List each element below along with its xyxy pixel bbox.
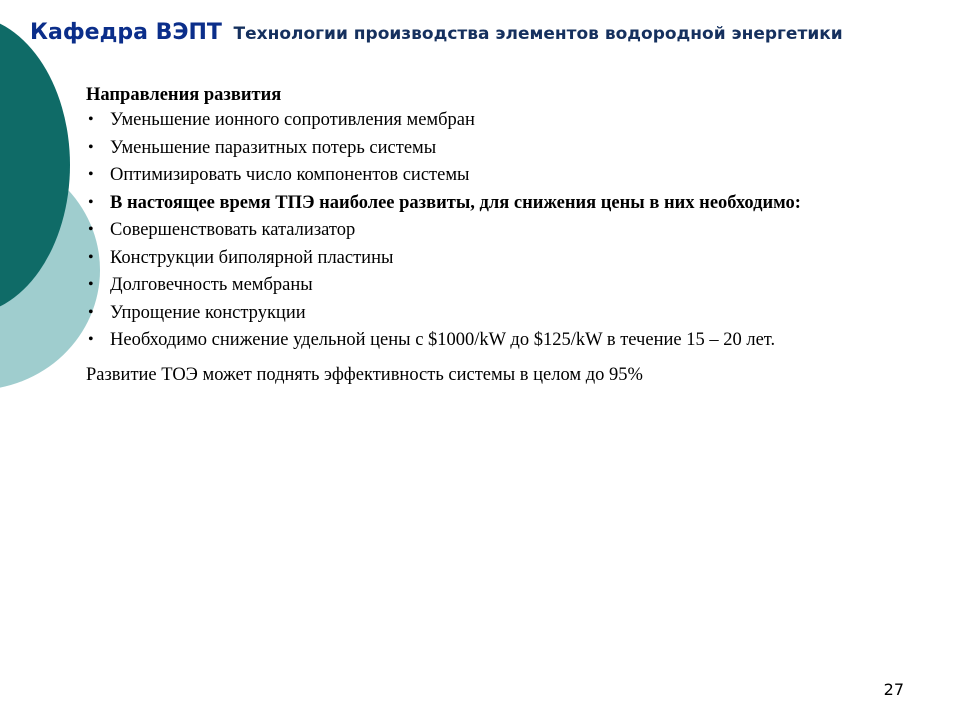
bullet-item <box>86 162 946 190</box>
bullet-text: Уменьшение ионного сопротивления мембран <box>110 110 475 130</box>
bullet-item <box>86 327 946 355</box>
slide-header <box>30 20 950 45</box>
bullet-dot-icon: • <box>88 221 94 238</box>
page-number: 27 <box>883 680 904 699</box>
bullet-text: Долговечность мембраны <box>110 275 313 295</box>
bullet-item <box>86 217 946 245</box>
bullet-dot-icon: • <box>88 276 94 293</box>
slide-content <box>86 83 946 387</box>
bullet-item <box>86 190 946 218</box>
bullet-text: Совершенствовать катализатор <box>110 220 356 240</box>
bullet-dot-icon: • <box>88 138 94 156</box>
bullet-item <box>86 300 946 328</box>
conclusion-text: Развитие ТОЭ может поднять эффективность системы в целом до 95% <box>86 364 643 385</box>
bullet-text: Уменьшение паразитных потерь системы <box>110 137 437 158</box>
bullet-text: Конструкции биполярной пластины <box>110 247 394 268</box>
bullet-dot-icon: • <box>88 303 94 321</box>
bullet-item <box>86 272 946 300</box>
bullet-dot-icon: • <box>88 166 94 183</box>
department-title: Кафедра ВЭПТ <box>30 20 222 45</box>
topic-title: Технологии производства элементов водородной энергетики <box>233 24 843 44</box>
bullet-item <box>86 135 946 163</box>
bullet-dot-icon: • <box>88 248 94 266</box>
bullet-dot-icon: • <box>88 193 94 211</box>
bullet-dot-icon: • <box>88 111 94 128</box>
bullet-item <box>86 245 946 273</box>
bullet-dot-icon: • <box>88 331 94 348</box>
bullet-item <box>86 107 946 135</box>
bullet-text: Упрощение конструкции <box>110 302 306 323</box>
bullet-text: Необходимо снижение удельной цены с $1000/kW до $125/kW в течение 15 – 20 лет. <box>110 330 776 350</box>
section-heading: Направления развития <box>86 85 282 105</box>
bullet-text: В настоящее время ТПЭ наиболее развиты, для снижения цены в них необходимо: <box>110 192 801 213</box>
bullet-list <box>86 107 946 355</box>
bullet-text: Оптимизировать число компонентов системы <box>110 165 470 185</box>
